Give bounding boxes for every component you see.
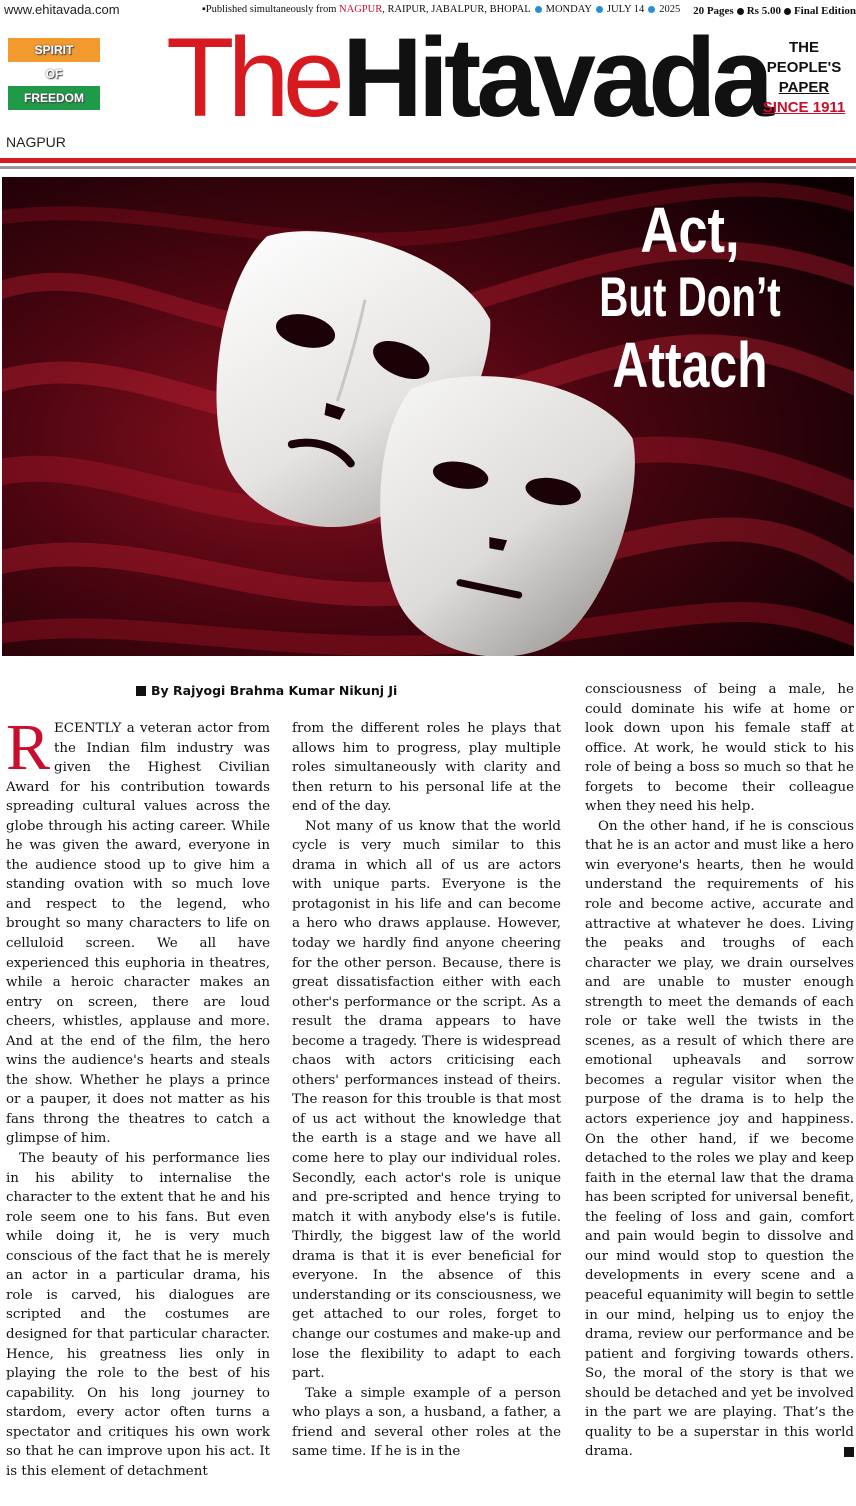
tagline-line-3: SINCE 1911 [762, 99, 846, 116]
paragraph: The beauty of his performance lies in his ability to internalise the character to the extent that he and his role seem one to his fans. But even while doing it, he is very much conscious of the fact that he is merely an actor in a particular drama, his role is carved, his dialogues are scripted and the costumes are designed for that particular character. Hence, his greatness lies only in playing the role to the best of his capability. On his long journey to stardom, every actor often turns a spectator and critiques his own work so that he can improve upon his act. It is this element of detachment [6, 1151, 270, 1479]
article-column-1 [6, 719, 270, 1502]
bullet-icon: ▪ [202, 4, 206, 15]
pages-count: 20 Pages [693, 5, 734, 17]
tagline-block [752, 38, 856, 118]
date-label: JULY 14 [606, 4, 645, 15]
day-label: MONDAY [545, 4, 592, 15]
price-label: Rs 5.00 [746, 5, 781, 17]
grey-divider [0, 166, 856, 169]
edition-label: Final Edition [793, 5, 856, 17]
published-cities [202, 4, 680, 15]
article-column-2 [292, 719, 561, 1502]
article-headline [560, 194, 820, 402]
blue-dot-icon [535, 6, 542, 13]
paragraph: Not many of us know that the world cycle is very much similar to this drama in which all of us are actors with unique parts. Everyone is the protagonist in his life and can become a hero who draws applause. However, today we hardly find anyone cheering for the other person. Because, there is great dissatisfaction either with each other's performance or the script. As a result the drama appears to have become a tragedy. There is widespread chaos with actors criticising each others' performances instead of theirs. The reason for this trouble is that most of us act without the knowledge that the earth is a stage and we have all come here to play our individual roles. Secondly, each actor's role is unique and pre-scripted and hence trying to match it with anybody else's is futile. Thirdly, the biggest law of the world drama is that it is ever beneficial for everyone. In the absence of this understanding or its consciousness, we get attached to our roles, forget to change our costumes and make-up and lose the flexibility to adapt to each part. [292, 818, 561, 1382]
headline-line-1: Act, [640, 194, 740, 266]
published-city-main: NAGPUR [339, 4, 383, 15]
byline-text: By Rajyogi Brahma Kumar Nikunj Ji [151, 683, 398, 698]
blue-dot-icon [648, 6, 655, 13]
paragraph: from the different roles he plays that allows him to progress, play multiple roles simultaneously with clarity and then return to his personal life at the end of the day. [292, 721, 561, 815]
masthead-logo [166, 15, 769, 140]
paragraph-text: ECENTLY a veteran actor from the Indian film industry was given the Highest Civilian Award for his contribution towards spreading cultural values across the globe through his acting career. While he was given the award, everyone in the audience stood up to give him a standing ovation with so much love and respect to the legend, who brought so many characters to life on celluloid screen. We all have experienced this euphoria in theatres, while a heroic character makes an entry on screen, there are loud cheers, whistles, applause and more. And at the end of the film, the hero wins the audience's hearts and steals the show. Whether he plays a prince or a pauper, it does not matter as his fans throng the theatres to catch a glimpse of him. [6, 721, 270, 1147]
paragraph [6, 719, 270, 1149]
spirit-line-3: FREEDOM [24, 91, 84, 105]
paragraph [585, 817, 854, 1462]
headline-line-2: But Don’t [599, 265, 781, 328]
paragraph: consciousness of being a male, he could dominate his wife at home or look down upon his female staff at office. At work, he would stick to his role of being a boss so much so that he forgets to become their colleague when they need his help. [585, 682, 854, 815]
drop-cap: R [6, 719, 51, 784]
city-label: NAGPUR [6, 134, 66, 150]
black-dot-icon [737, 8, 744, 15]
article-column-3 [585, 680, 854, 1502]
published-cities-rest: , RAIPUR, JABALPUR, BHOPAL [382, 4, 531, 15]
end-mark-icon [844, 1447, 854, 1457]
spirit-line-2: OF [45, 67, 63, 81]
year-label: 2025 [659, 4, 681, 15]
masthead-name: Hitavada [342, 15, 769, 140]
headline-line-3: Attach [612, 329, 768, 401]
tagline-line-1: THE PEOPLE'S [766, 39, 842, 76]
square-bullet-icon [136, 686, 146, 696]
paragraph: Take a simple example of a person who plays a son, a husband, a father, a friend and several other roles at the same time. If he is in the [292, 1385, 561, 1460]
spirit-of-freedom-badge [8, 38, 100, 110]
published-prefix: Published simultaneously from [205, 4, 340, 15]
red-divider [0, 158, 856, 163]
byline [136, 683, 397, 698]
masthead-the: The [166, 15, 338, 140]
tagline-line-2: PAPER [778, 79, 830, 96]
blue-dot-icon [596, 6, 603, 13]
website-link[interactable]: www.ehitavada.com [4, 2, 120, 17]
spirit-line-1: SPIRIT [34, 43, 74, 57]
paragraph-text: On the other hand, if he is conscious that he is an actor and must like a hero win everyone's hearts, then he would understand the requirements of his role and become active, accurate and attractive at whatever he does. Living the peaks and troughs of each character we play, we drain ourselves and are unable to muster enough strength to meet the demands of each role or take well the twists in the scenes, as a result of which there are emotional upheavals and sorrow becomes a regular visitor when the purpose of the drama is to help the actors experience joy and happiness. On the other hand, if we become detached to the roles we play and keep faith in the eternal law that the drama has been scripted for universal benefit, the feeling of loss and gain, comfort and pain would begin to dissolve and our mind would stop to question the developments in every scene and a peaceful equanimity will begin to settle in our mind, helping us to enjoy the drama, review our performance and be patient and forgiving towards others. So, the moral of the story is that we should be detached and yet be involved in the part we are playing. That’s the quality to be a superstar in this world drama. [585, 818, 854, 1460]
black-dot-icon [784, 8, 791, 15]
